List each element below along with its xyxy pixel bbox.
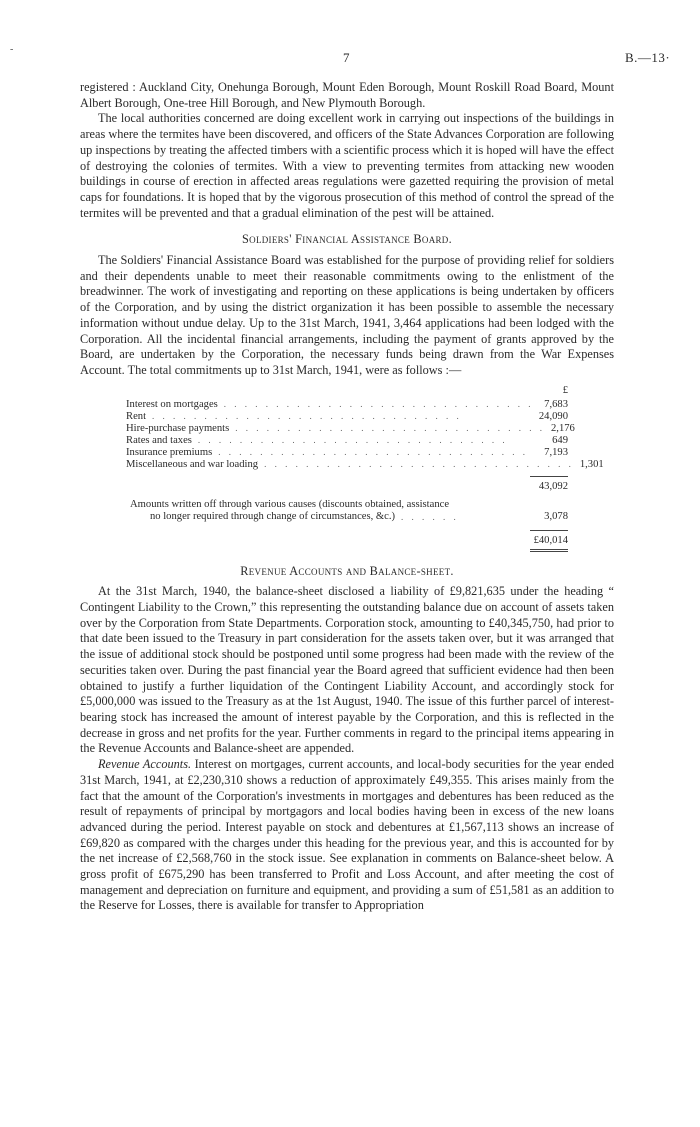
- note-line-1: Amounts written off through various causes (discounts obtained, assistance: [130, 498, 450, 510]
- table-row-value: 2,176: [551, 422, 575, 434]
- table-row-label: Insurance premiums: [126, 446, 213, 458]
- table-row-value: 649: [552, 434, 568, 446]
- commitments-table: [126, 384, 604, 552]
- revenue-paragraph-accounts: [80, 757, 614, 914]
- leader-dots: . . . . . . . . . . . . . . . . . . . . . . . . . . . . . .: [223, 398, 534, 409]
- page-number: 7: [343, 50, 350, 65]
- table-row: [126, 458, 604, 470]
- table-row-value: 1,301: [579, 458, 604, 470]
- revenue-accounts-lead: Revenue Accounts.: [98, 757, 192, 772]
- leader-dots: . . . . . . . . . . . . . . . . . . . . . . . . . . . . . .: [235, 422, 545, 433]
- table-row-label: Miscellaneous and war loading: [126, 458, 259, 470]
- table-row-value: 7,193: [544, 446, 568, 458]
- table-row: [126, 398, 568, 410]
- leader-dots: . . . . . . . . . . . . . . . . . . . . . . . . . . . . . .: [264, 458, 574, 469]
- table-unit: £: [562, 384, 568, 396]
- table-row-label: Interest on mortgages: [126, 398, 218, 410]
- section-heading-soldiers-board: Soldiers' Financial Assistance Board.: [242, 232, 452, 247]
- table-row-label: Rates and taxes: [126, 434, 192, 446]
- leader-dots: . . . . . .: [401, 512, 459, 523]
- leader-dots: . . . . . . . . . . . . . . . . . . . . . . . . . . . . . .: [152, 410, 462, 421]
- table-row: [126, 422, 575, 434]
- note-line-2: no longer required through change of circumstances, &c.): [150, 511, 396, 523]
- leader-dots: . . . . . . . . . . . . . . . . . . . . . . . . . . . . . .: [218, 446, 528, 457]
- table-row-label: Hire-purchase payments: [126, 422, 230, 434]
- section-heading-revenue-accounts: Revenue Accounts and Balance-sheet.: [240, 563, 454, 578]
- document-body: [80, 80, 614, 914]
- intro-paragraph-continued: registered : Auckland City, Onehunga Borough, Mount Eden Borough, Mount Roskill Road Board, Mount Albert Borough, One-tree Hill Borough, and New Plymouth Borough.: [80, 80, 614, 110]
- revenue-accounts-text: Interest on mortgages, current accounts, and local-body securities for the year ended 31st March, 1941, at £2,230,310 shows a reduction of approximately £49,355. This arises mainly from the fact that the amount of the Corporation's investments in mortgages and debentures has been reduced as the result of repayments of principal by mortgagors and local bodies having been in excess of the new loans advanced during the period. Interest payable on stock and debentures at £1,567,113 shows an increase of £69,820 as compared with the charges under this heading for the previous year, and this is accounted for by the net increase of £2,568,760 in the stock issue. See explanation in comments on Balance-sheet below. A gross profit of £675,290 has been transferred to Profit and Loss Account, and after meeting the cost of management and depreciation on furniture and equipment, and providing a sum of £51,581 as an addition to the Reserve for Losses, there is available for transfer to Appropriation: [80, 757, 614, 913]
- total-rule: [530, 530, 568, 531]
- written-off-note: [126, 499, 568, 524]
- table-row: [126, 410, 568, 422]
- subtotal-value: 43,092: [538, 480, 568, 492]
- table-unit-row: [126, 385, 568, 398]
- table-row: [126, 446, 568, 458]
- total-double-rule: [530, 549, 568, 552]
- subtotal-row: [126, 481, 568, 493]
- table-row-value: 7,683: [544, 398, 568, 410]
- note-value: 3,078: [544, 511, 568, 523]
- soldiers-board-paragraph: The Soldiers' Financial Assistance Board was established for the purpose of providing relief for soldiers and their dependents unable to meet their reasonable commitments owing to the enlistment of the breadwinner. The work of investigating and reporting on these applications is being undertaken by officers of the Corporation, and by using the district organization it has been possible to assemble the necessary information without undue delay. Up to the 31st March, 1941, 3,464 applications had been lodged with the Corporation. All the incidental financial arrangements, including the payment of grants approved by the Board, are undertaken by the Corporation, the necessary funds being drawn from the War Expenses Account. The total commitments up to 31st March, 1941, were as follows :—: [80, 253, 614, 377]
- leader-dots: . . . . . . . . . . . . . . . . . . . . . . . . . . . . . .: [197, 434, 508, 445]
- document-reference: B.—13·: [625, 50, 671, 65]
- subtotal-rule: [530, 476, 568, 477]
- table-row-value: 24,090: [538, 410, 568, 422]
- margin-mark: -: [10, 44, 14, 55]
- revenue-paragraph-liability: At the 31st March, 1940, the balance-sheet disclosed a liability of £9,821,635 under the heading “ Contingent Liability to the Crown,” this representing the outstanding balance due on account of assets taken over by the Corporation from State Departments. Corporation stock, amounting to £40,345,750, had prior to that date been issued to the Treasury in part consideration for the assets taken over, but it was arranged that the issue of additional stock should be postponed until some progress had been made with the review of the securities taken over. During the past financial year the Board agreed that sufficient evidence had then been obtained to justify a further liquidation of the Contingent Liability Account, and accordingly stock for £5,000,000 was issued to the Treasury as at the 1st August, 1940. The issue of this further parcel of interest-bearing stock has increased the amount of interest payable by the Corporation, and this is reflected in the decrease in gross and net profits for the year. Further comments in regard to the principal items appearing in the Revenue Accounts and Balance-sheet are appended.: [80, 584, 614, 756]
- table-row: [126, 434, 568, 446]
- note-line-2-row: [130, 511, 568, 524]
- table-row-label: Rent: [126, 410, 147, 422]
- intro-paragraph-termites: The local authorities concerned are doing excellent work in carrying out inspections of the buildings in areas where the termites have been discovered, and officers of the State Advances Corporation are following up inspections by treating the affected timbers with a scientific process which it is hoped will have the effect of destroying the colonies of termites. With a view to preventing termites from attacking new wooden buildings in course of erection in affected areas regulations were gazetted requiring the provision of metal caps for foundations. It is hoped that by the vigorous prosecution of this method of control the spread of the termites will be prevented and that a gradual elimination of the pest will be attained.: [80, 111, 614, 220]
- total-row: [126, 535, 568, 547]
- total-value: £40,014: [533, 534, 568, 546]
